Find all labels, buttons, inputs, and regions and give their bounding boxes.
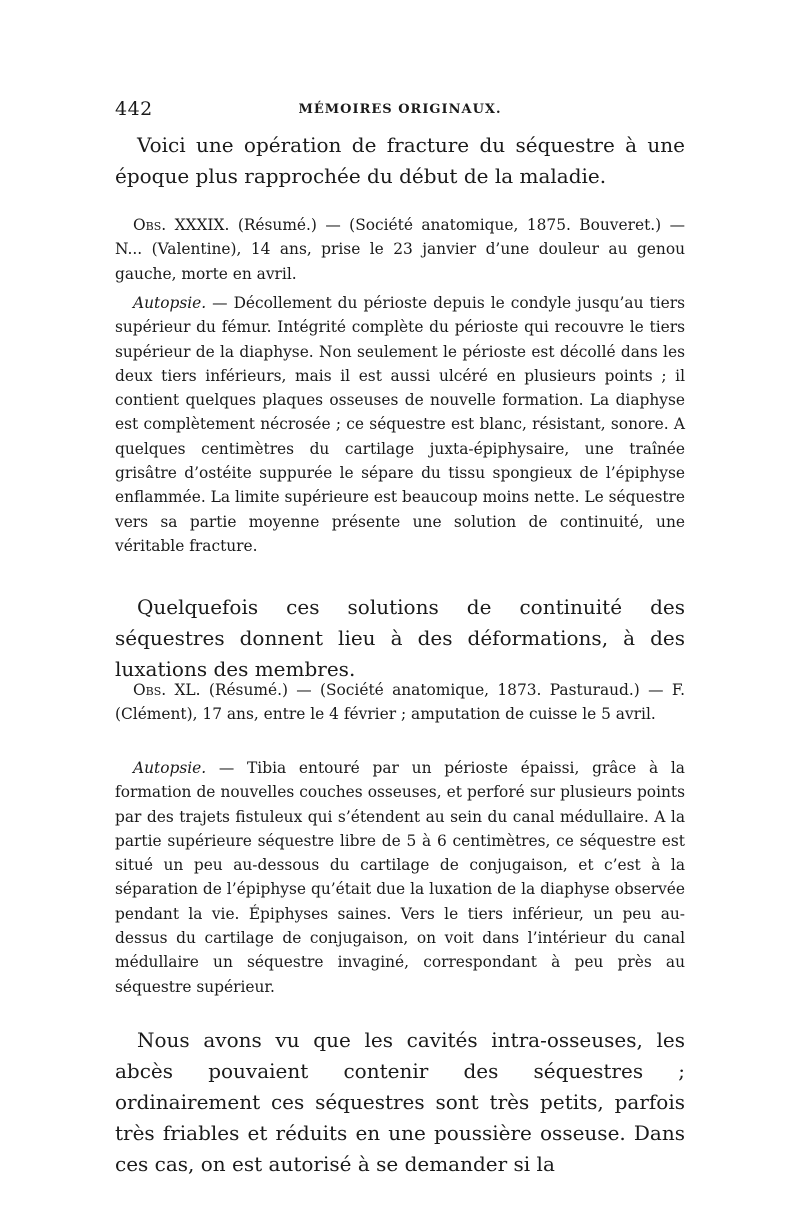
observation-39-label: Obs. XXXIX. (133, 216, 230, 234)
autopsy-40 (115, 756, 685, 999)
autopsy-39-text: — Décollement du périoste depuis le condyle jusqu’au tiers supérieur du fémur. Intégrité complète du périoste qui recouvre le tiers supérieur de la diaphyse. Non seulement le périoste est décollé dans les deux tiers inférieurs, mais il est aussi ulcéré en plusieurs points ; il contient quelques plaques osseuses de nouvelle formation. La diaphyse est complètement nécrosée ; ce séquestre est blanc, résistant, sonore. A quelques centimètres du cartilage juxta-épiphysaire, une traînée grisâtre d’ostéite suppurée le sépare du tissu spongieux de l’épiphyse enflammée. La limite supérieure est beaucoup moins nette. Le séquestre vers sa partie moyenne présente une solution de continuité, une véritable fracture. (115, 294, 686, 555)
closing-paragraph: Nous avons vu que les cavités intra-osseuses, les abcès pouvaient contenir des séquestres ; ordinairement ces séquestres sont très petits, parfois très friables et réduits en une poussière osseuse. Dans ces cas, on est autorisé à se demander si la (115, 1028, 685, 1176)
middle-paragraph: Quelquefois ces solutions de continuité des séquestres donnent lieu à des déformations, à des luxations des membres. (115, 595, 685, 681)
autopsy-40-text: — Tibia entouré par un périoste épaissi, grâce à la formation de nouvelles couches osseuses, et perforé sur plusieurs points par des trajets fistuleux qui s’étendent au sein du canal médullaire. A la partie supérieure séquestre libre de 5 à 6 centimètres, ce séquestre est situé un peu au-dessous du cartilage de conjugaison, et c’est à la séparation de l’épiphyse qu’était due la luxation de la diaphyse observée pendant la vie. Épiphyses saines. Vers le tiers inférieur, un peu au-dessus du cartilage de conjugaison, on voit dans l’intérieur du canal médullaire un séquestre invaginé, correspondant à peu près au séquestre supérieur. (115, 759, 685, 996)
running-title: MÉMOIRES ORIGINAUX. (298, 102, 502, 117)
autopsy-39 (115, 291, 685, 558)
observation-40 (115, 678, 685, 727)
page-number: 442 (115, 98, 153, 120)
observation-39-text: (Résumé.) — (Société anatomique, 1875. Bouveret.) — N... (Valentine), 14 ans, prise le 23 janvier d’une douleur au genou gauche, morte en avril. (115, 216, 685, 283)
autopsy-39-label: Autopsie. (133, 294, 207, 312)
observation-40-text: (Résumé.) — (Société anatomique, 1873. Pasturaud.) — F. (Clément), 17 ans, entre le 4 février ; amputation de cuisse le 5 avril. (115, 681, 685, 724)
intro-paragraph: Voici une opération de fracture du séquestre à une époque plus rapprochée du début de la maladie. (115, 133, 685, 188)
observation-40-label: Obs. XL. (133, 681, 201, 699)
page-header (115, 98, 685, 124)
observation-39 (115, 213, 685, 286)
autopsy-40-label: Autopsie. (133, 759, 207, 777)
